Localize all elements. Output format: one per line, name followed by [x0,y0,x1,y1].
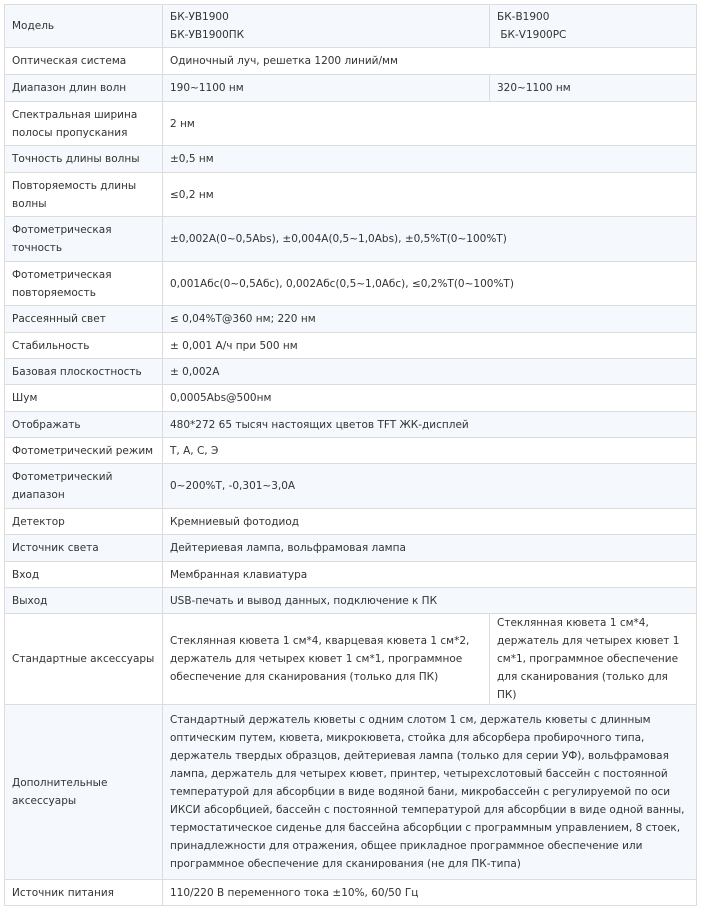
table-row [5,333,697,359]
row-value-alt [490,5,697,48]
row-value: ±0,002A(0~0,5Abs), ±0,004A(0,5~1,0Abs), ±0,5%T(0~100%T) [163,217,697,262]
row-value: 190~1100 нм [163,75,490,102]
row-label: Источник света [5,535,163,562]
row-value: Т, А, С, Э [163,438,697,464]
row-label: Выход [5,588,163,614]
row-value: 2 нм [163,102,697,146]
row-label: Повторяемость длины волны [5,173,163,217]
row-value: ± 0,001 А/ч при 500 нм [163,333,697,359]
row-label: Фотометрический диапазон [5,464,163,509]
row-label: Модель [5,5,163,48]
table-row [5,306,697,333]
row-value-alt: Стеклянная кювета 1 см*4, держатель для четырех кювет 1 см*1, программное обеспечение для сканирования (только для ПК) [490,614,697,705]
table-row [5,385,697,412]
model-v-1: БК-В1900 [497,11,550,23]
row-value: ±0,5 нм [163,146,697,173]
row-value [163,5,490,48]
table-row [5,217,697,262]
row-value: 0~200%T, -0,301~3,0A [163,464,697,509]
row-label: Точность длины волны [5,146,163,173]
table-row [5,614,697,705]
row-value: 0,0005Abs@500нм [163,385,697,412]
table-row [5,509,697,535]
table-row [5,173,697,217]
model-uv-2: БК-УВ1900ПК [170,29,245,41]
table-row [5,262,697,306]
row-label: Стандартные аксессуары [5,614,163,705]
row-label: Шум [5,385,163,412]
row-label: Вход [5,562,163,588]
row-label: Дополнительные аксессуары [5,705,163,880]
table-row [5,48,697,75]
row-label: Спектральная ширина полосы пропускания [5,102,163,146]
table-row [5,464,697,509]
table-row [5,438,697,464]
table-row [5,588,697,614]
row-label: Стабильность [5,333,163,359]
row-value: 480*272 65 тысяч настоящих цветов TFT ЖК-дисплей [163,412,697,438]
row-value: Дейтериевая лампа, вольфрамовая лампа [163,535,697,562]
spec-table [4,4,697,906]
table-row [5,5,697,48]
row-value-alt: 320~1100 нм [490,75,697,102]
model-uv-1: БК-УВ1900 [170,11,229,23]
row-value: 0,001Абс(0~0,5Абс), 0,002Абс(0,5~1,0Абс), ≤0,2%T(0~100%T) [163,262,697,306]
row-label: Отображать [5,412,163,438]
row-value: ± 0,002A [163,359,697,385]
row-value: ≤0,2 нм [163,173,697,217]
row-label: Фотометрический режим [5,438,163,464]
row-label: Источник питания [5,880,163,906]
table-row [5,562,697,588]
row-value: 110/220 В переменного тока ±10%, 60/50 Гц [163,880,697,906]
table-row [5,75,697,102]
model-v-2: БК-V1900PC [497,29,567,41]
row-value: Одиночный луч, решетка 1200 линий/мм [163,48,697,75]
row-value: USB-печать и вывод данных, подключение к ПК [163,588,697,614]
row-label: Фотометрическая точность [5,217,163,262]
row-value: Стеклянная кювета 1 см*4, кварцевая кювета 1 см*2, держатель для четырех кювет 1 см*1, программное обеспечение для сканирования (только для ПК) [163,614,490,705]
row-value: Стандартный держатель кюветы с одним слотом 1 см, держатель кюветы с длинным оптическим путем, кювета, микрокювета, стойка для абсорбера пробирочного типа, держатель твердых образцов, дейтериевая лампа (только для серии УФ), вольфрамовая лампа, держатель для четырех кювет, принтер, четырехслотовый бассейн с постоянной температурой для абсорбции в виде водяной бани, микробассейн с регулируемой по оси ИКСИ абсорбцией, бассейн с постоянной температурой для абсорбции в виде одной ванны, термостатическое сиденье для бассейна абсорбции с программным управлением, 8 стоек, принадлежности для отражения, общее прикладное программное обеспечение или программное обеспечение для сканирования (не для ПК-типа) [163,705,697,880]
table-row [5,146,697,173]
row-value: Кремниевый фотодиод [163,509,697,535]
row-label: Диапазон длин волн [5,75,163,102]
table-row [5,880,697,906]
table-row [5,412,697,438]
table-row [5,102,697,146]
table-row [5,535,697,562]
row-value: ≤ 0,04%T@360 нм; 220 нм [163,306,697,333]
table-row [5,705,697,880]
table-row [5,359,697,385]
row-label: Рассеянный свет [5,306,163,333]
row-value: Мембранная клавиатура [163,562,697,588]
row-label: Фотометрическая повторяемость [5,262,163,306]
row-label: Базовая плоскостность [5,359,163,385]
row-label: Детектор [5,509,163,535]
row-label: Оптическая система [5,48,163,75]
